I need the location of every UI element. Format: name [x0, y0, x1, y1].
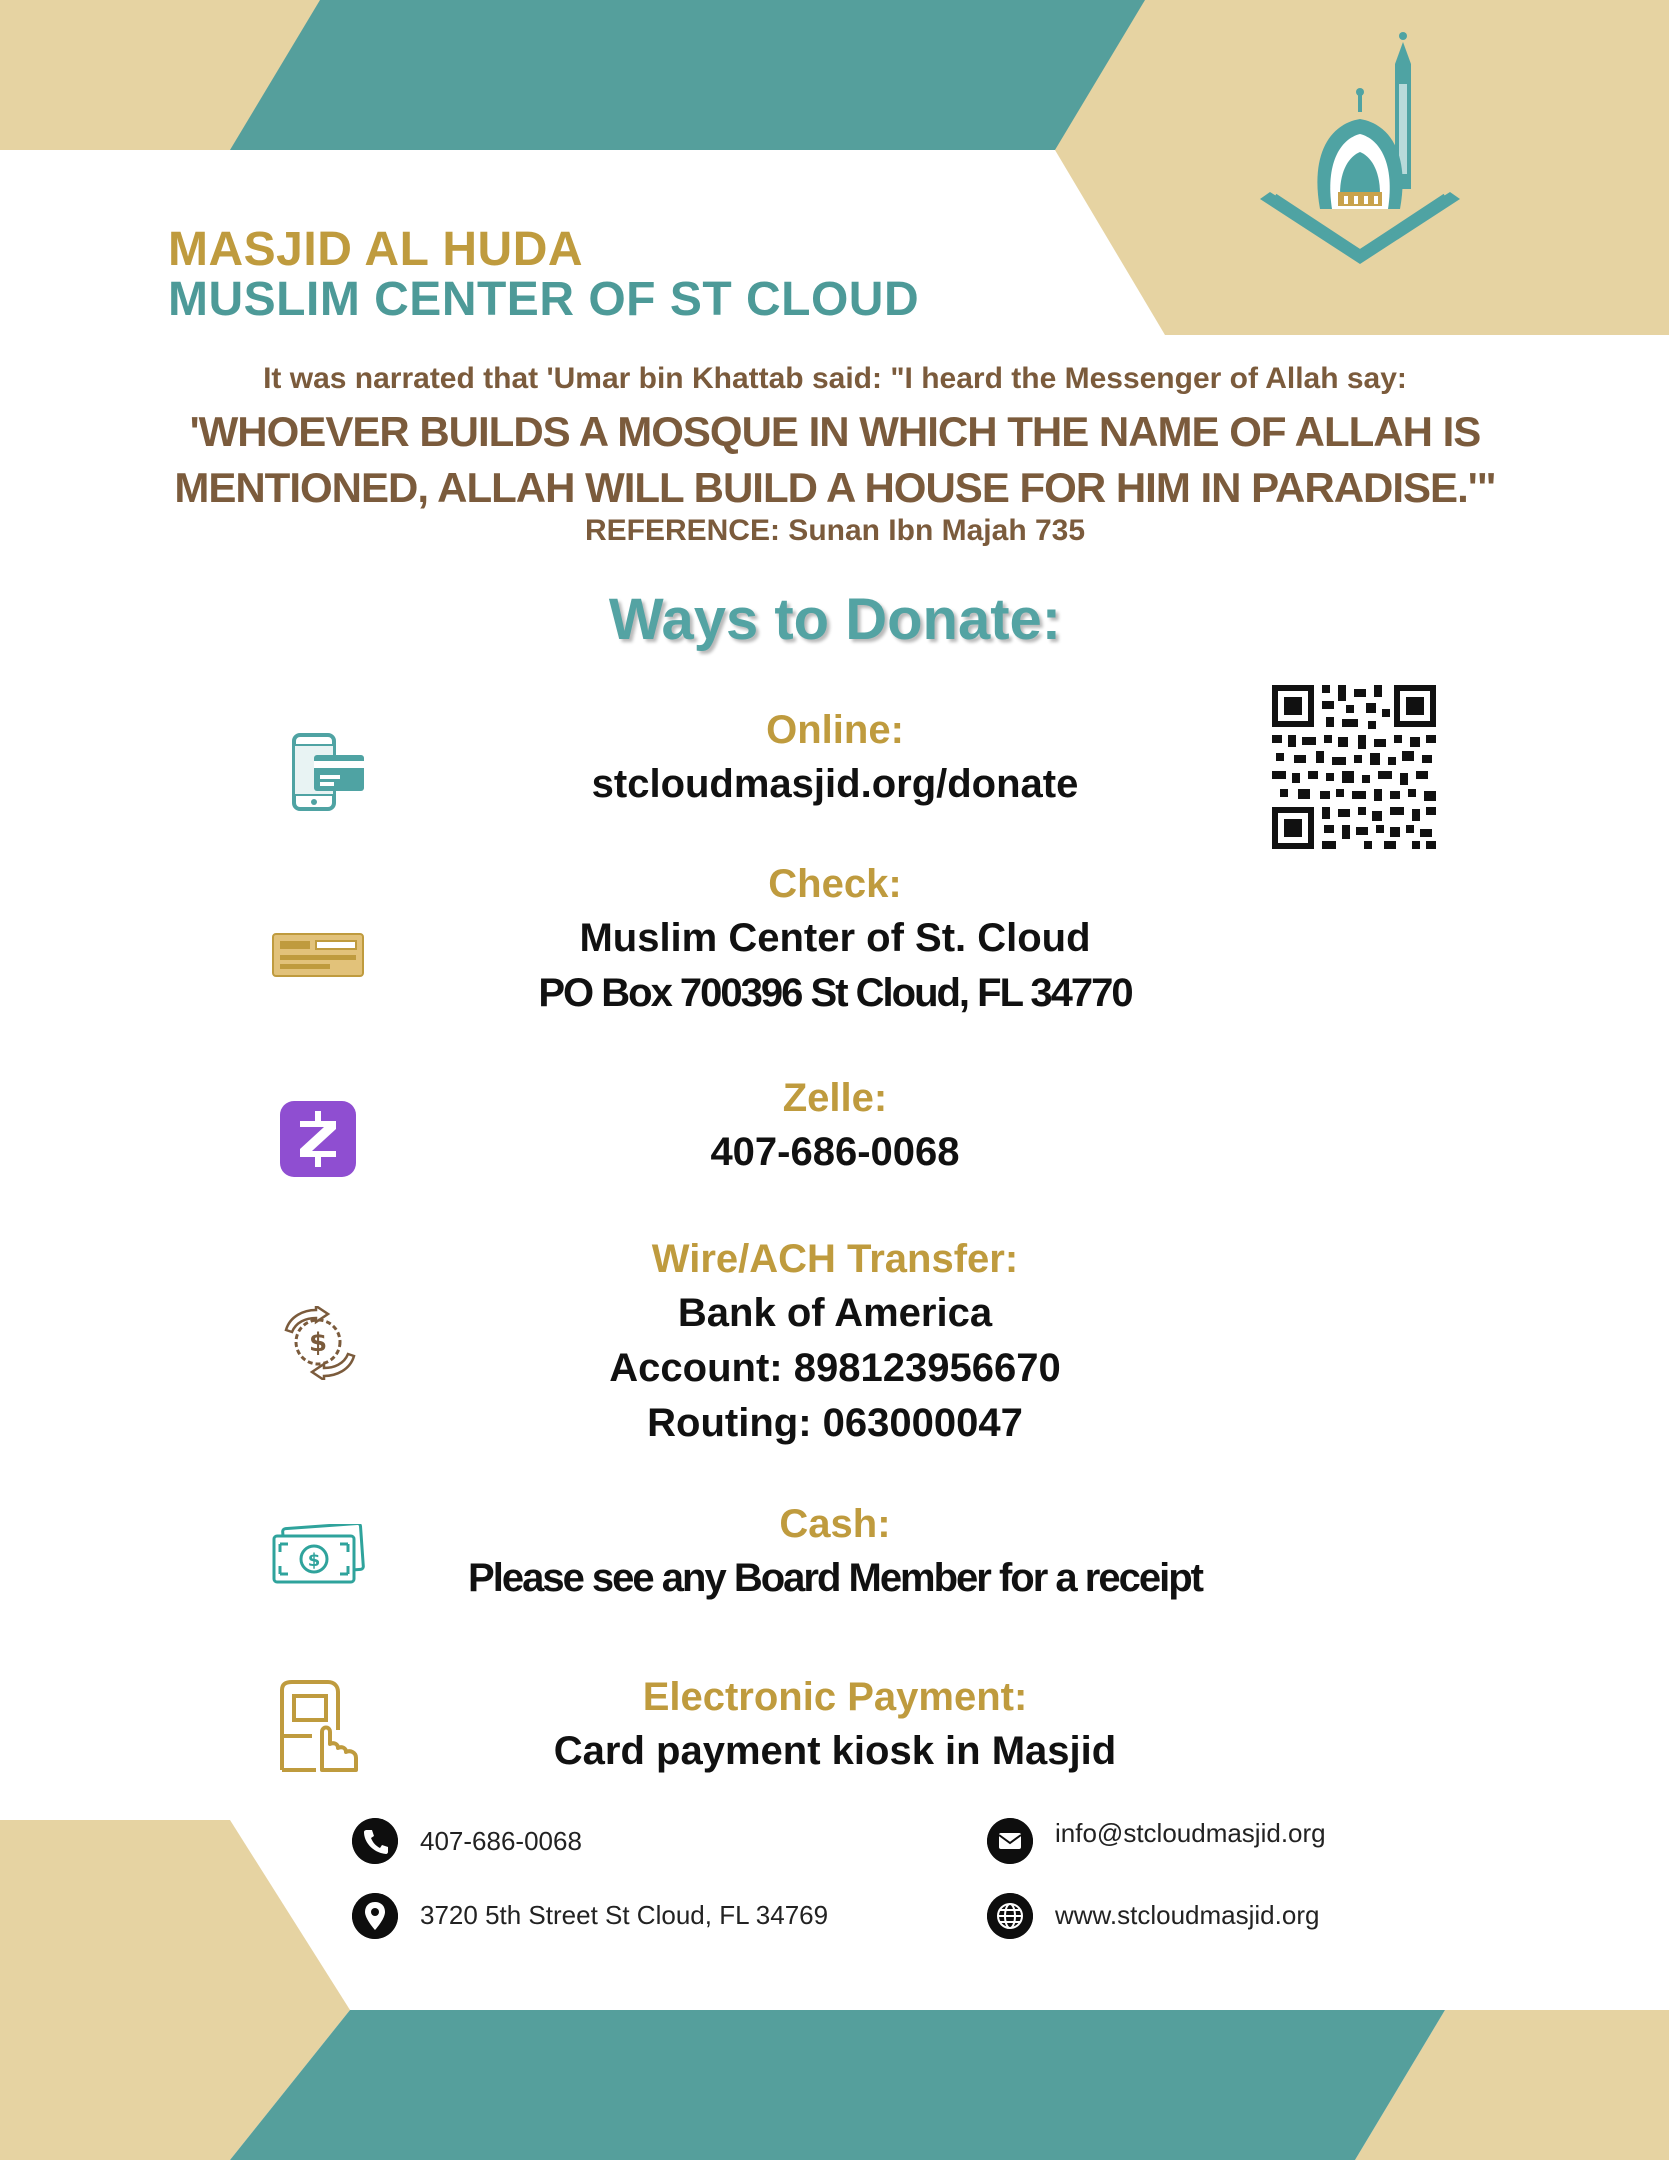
org-name: MASJID AL HUDA	[168, 223, 584, 276]
check-icon	[272, 933, 364, 977]
check-label: Check:	[768, 862, 902, 906]
ways-to-donate-title: Ways to Donate:	[608, 587, 1062, 652]
check-address: PO Box 700396 St Cloud, FL 34770	[538, 971, 1132, 1015]
money-transfer-icon	[278, 1306, 362, 1380]
cash-note: Please see any Board Member for a receipt	[468, 1556, 1202, 1600]
quote-line-1: 'WHOEVER BUILDS A MOSQUE IN WHICH THE NAME OF ALLAH IS	[189, 408, 1481, 455]
wire-routing: Routing: 063000047	[647, 1401, 1023, 1445]
electronic-note: Card payment kiosk in Masjid	[553, 1729, 1117, 1773]
cash-section	[360, 1497, 1310, 1606]
location-pin-icon	[352, 1893, 398, 1939]
mobile-payment-icon	[288, 733, 368, 813]
globe-icon	[987, 1893, 1033, 1939]
cash-label: Cash:	[779, 1502, 891, 1546]
svg-text:$: $	[308, 1328, 328, 1358]
electronic-label: Electronic Payment:	[642, 1675, 1028, 1719]
top-teal-band	[230, 0, 1145, 150]
phone-icon	[352, 1818, 398, 1864]
electronic-section	[360, 1670, 1310, 1779]
online-label: Online:	[766, 708, 904, 752]
wire-section	[360, 1232, 1310, 1451]
online-url[interactable]: stcloudmasjid.org/donate	[591, 762, 1079, 806]
zelle-section	[360, 1071, 1310, 1180]
check-section	[360, 857, 1310, 1021]
contact-address: 3720 5th Street St Cloud, FL 34769	[420, 1900, 829, 1930]
quote-text	[120, 404, 1550, 516]
quote-reference: REFERENCE: Sunan Ibn Majah 735	[584, 514, 1086, 547]
email-icon	[987, 1818, 1033, 1864]
zelle-label: Zelle:	[782, 1076, 888, 1120]
wire-account: Account: 898123956670	[609, 1346, 1061, 1390]
contact-website[interactable]: www.stcloudmasjid.org	[1055, 1900, 1320, 1930]
kiosk-icon	[272, 1680, 366, 1774]
mosque-book-logo	[1250, 24, 1470, 274]
org-subtitle: MUSLIM CENTER OF ST CLOUD	[168, 273, 920, 326]
check-payee: Muslim Center of St. Cloud	[579, 916, 1091, 960]
cash-icon	[270, 1524, 366, 1586]
online-section	[360, 703, 1310, 812]
zelle-icon	[280, 1101, 356, 1177]
contact-phone[interactable]: 407-686-0068	[420, 1826, 582, 1856]
contact-email[interactable]: info@stcloudmasjid.org	[1055, 1818, 1326, 1848]
quote-line-2: MENTIONED, ALLAH WILL BUILD A HOUSE FOR HIM IN PARADISE.'"	[174, 464, 1496, 511]
bottom-teal-band	[230, 2010, 1445, 2160]
svg-text:$: $	[307, 1550, 321, 1571]
wire-bank: Bank of America	[677, 1291, 993, 1335]
zelle-number: 407-686-0068	[710, 1130, 960, 1174]
wire-label: Wire/ACH Transfer:	[651, 1237, 1019, 1281]
quote-intro: It was narrated that 'Umar bin Khattab said: "I heard the Messenger of Allah say:	[263, 362, 1407, 395]
